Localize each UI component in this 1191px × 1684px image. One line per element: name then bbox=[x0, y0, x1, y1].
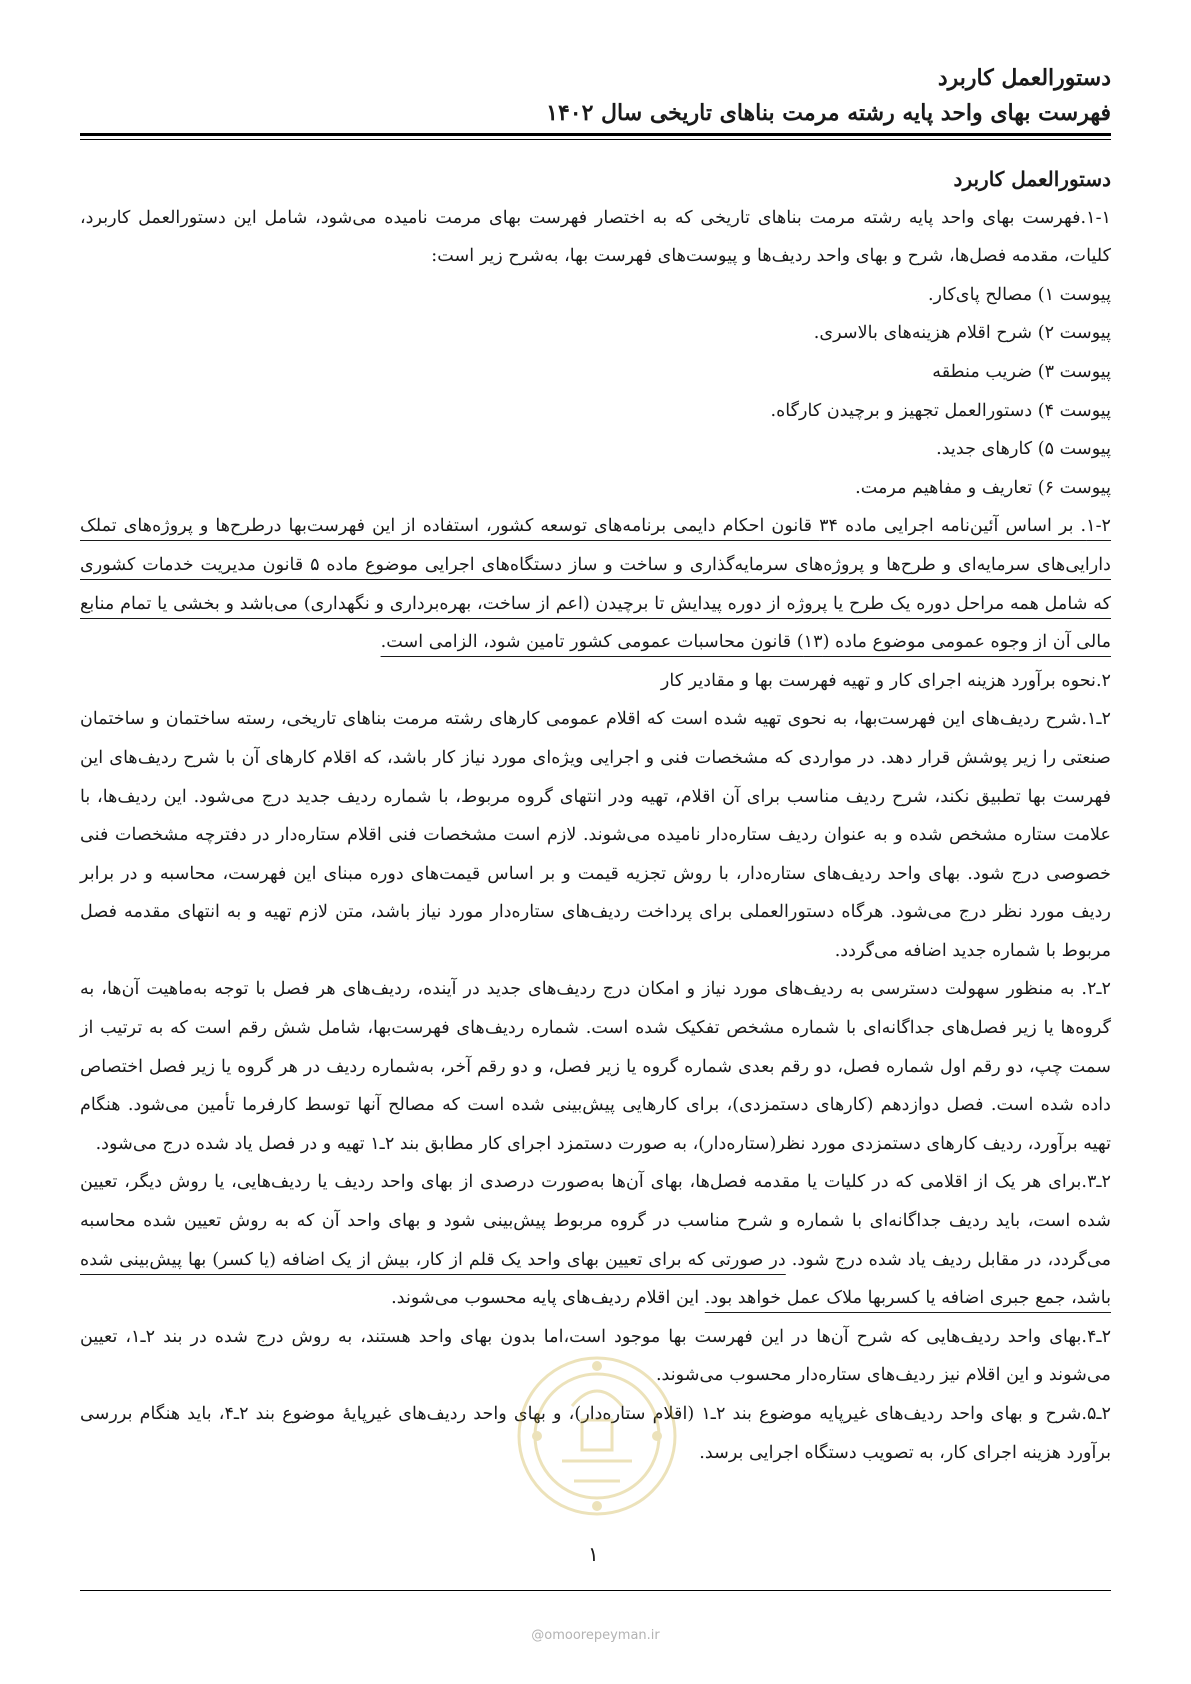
page-number: ۱ bbox=[588, 1542, 599, 1566]
section-title: دستورالعمل کاربرد bbox=[953, 167, 1111, 191]
header-rule-thick bbox=[80, 133, 1111, 136]
annex-item-5: پیوست ۵) کارهای جدید. bbox=[936, 439, 1111, 460]
header-rule-thin bbox=[80, 139, 1111, 140]
header-subtitle: فهرست بهای واحد پایه رشته مرمت بناهای تاریخی سال ۱۴۰۲ bbox=[546, 100, 1111, 126]
header-title: دستورالعمل کاربرد bbox=[937, 65, 1111, 91]
paragraph-2-4: ۲ـ۴.بهای واحد ردیف‌هایی که شرح آن‌ها در این فهرست بها موجود است،اما بدون بهای واحد هستند، به روش درج شده در بند ۲ـ۱، تعیین می‌شوند و این اقلام نیز ردیف‌های ستاره‌دار محسوب می‌شوند. bbox=[80, 1326, 1112, 1386]
paragraph-2-3 bbox=[80, 1163, 1111, 1317]
annex-item-3: پیوست ۳) ضریب منطقه bbox=[932, 361, 1111, 382]
paragraph-2-3-part-c: این اقلام ردیف‌های پایه محسوب می‌شوند. bbox=[391, 1288, 705, 1309]
paragraph-2-1: ۲ـ۱.شرح ردیف‌های این فهرست‌بها، به نحوی تهیه شده است که اقلام عمومی کارهای رشته مرمت بناهای تاریخی، رسته ساختمان و ساختمان صنعتی را زیر پوشش قرار دهد. در مواردی که مشخصات فنی و اجرایی ویژه‌ای مورد نیاز کار باشد، که اقلام کارهای آن با شرح ردیف‌های این فهرست بها تطبیق نکند، شرح ردیف مناسب برای آن اقلام، تهیه ودر انتهای گروه مربوط، با شماره ردیف جدید درج می‌شود. این ردیف‌ها، با علامت ستاره مشخص شده و به عنوان ردیف ستاره‌دار نامیده می‌شوند. لازم است مشخصات فنی اقلام ستاره‌دار در دفترچه مشخصات فنی خصوصی درج شود. بهای واحد ردیف‌های ستاره‌دار، با روش تجزیه قیمت و بر اساس قیمت‌های دوره مبنای این فهرست، محاسبه و در برابر ردیف مورد نظر درج می‌شود. هرگاه دستورالعملی برای پرداخت ردیف‌های ستاره‌دار مورد نیاز باشد، متن لازم تهیه و به انتهای مقدمه فصل مربوط با شماره جدید اضافه می‌گردد. bbox=[80, 709, 1111, 961]
document-body bbox=[80, 160, 1111, 1472]
paragraph-2-5: ۲ـ۵.شرح و بهای واحد ردیف‌های غیرپایه موضوع بند ۲ـ۱ (اقلام ستاره‌دار)، و بهای واحد ردیف‌های غیرپایهٔ موضوع بند ۲ـ۴، باید هنگام بررسی برآورد هزینه اجرای کار، به تصویب دستگاه اجرایی برسد. bbox=[80, 1404, 1111, 1463]
paragraph-2-2: ۲ـ۲. به منظور سهولت دسترسی به ردیف‌های مورد نیاز و امکان درج ردیف‌های جدید در آینده، ردیف‌های هر فصل با توجه به‌ماهیت آن‌ها، به گروه‌ها یا زیر فصل‌های جداگانه‌ای با شماره مشخص تفکیک شده است. شماره ردیف‌های فهرست‌بها، شامل شش رقم است که به ترتیب از سمت چپ، دو رقم اول شماره فصل، دو رقم بعدی شماره گروه یا زیر فصل، و دو رقم آخر، به‌شماره ردیف در هر گروه یا زیر فصل اختصاص داده شده است. فصل دوازدهم (کارهای دستمزدی)، برای کارهایی پیش‌بینی شده است که مصالح آنها توسط کارفرما تأمین می‌شود. هنگام تهیه برآورد، ردیف کارهای دستمزدی مورد نظر(ستاره‌دار)، به صورت دستمزد اجرای کار مطابق بند ۲ـ۱ تهیه و در فصل یاد شده درج می‌شود. bbox=[80, 979, 1111, 1154]
website-watermark: @omoorepeyman.ir bbox=[531, 1628, 660, 1643]
paragraph-2-3-part-a: ۲ـ۳.برای هر یک از اقلامی که در کلیات یا مقدمه فصل‌ها، بهای آن‌ها به‌صورت درصدی از بهای واحد ردیف یا ردیف‌هایی، یا روش دیگر، تعیین شده است، باید ردیف جداگانه‌ای با شماره و شرح مناسب در گروه مربوط پیش‌بینی شود و بهای واحد آن که به روش تعیین شده محاسبه می‌گردد، در مقابل ردیف یاد شده درج شود. bbox=[80, 1172, 1111, 1270]
paragraph-1-1: ۱-۱.فهرست بهای واحد پایه رشته مرمت بناهای تاریخی که به اختصار فهرست بهای مرمت نامیده می‌شود، شامل این دستورالعمل کاربرد، کلیات، مقدمه فصل‌ها، شرح و بهای واحد ردیف‌ها و پیوست‌های فهرست بها، به‌شرح زیر است: bbox=[80, 207, 1111, 267]
annex-item-2: پیوست ۲) شرح اقلام هزینه‌های بالاسری. bbox=[813, 323, 1111, 344]
annex-item-4: پیوست ۴) دستورالعمل تجهیز و برچیدن کارگاه. bbox=[770, 400, 1111, 421]
paragraph-2-3-part-b: در صورتی که برای تعیین بهای واحد یک قلم از کار، بیش از یک اضافه (یا کسر) بها پیش‌بینی شده باشد، جمع جبری اضافه یا کسربها ملاک عمل خواهد بود. bbox=[80, 1249, 1111, 1309]
footer-rule bbox=[80, 1590, 1111, 1591]
annex-item-6: پیوست ۶) تعاریف و مفاهیم مرمت. bbox=[855, 477, 1111, 498]
paragraph-1-2 bbox=[80, 507, 1111, 661]
paragraph-1-2-text: ۱-۲. بر اساس آئین‌نامه اجرایی ماده ۳۴ قانون احکام دایمی برنامه‌های توسعه کشور، استفاده از این فهرست‌بها درطرح‌ها و پروژه‌های تملک دارایی‌های سرمایه‌ای و طرح‌ها و پروژه‌های سرمایه‌گذاری و ساخت و ساز دستگاه‌های اجرایی موضوع ماده ۵ قانون مدیریت خدمات کشوری که شامل همه مراحل دوره یک طرح یا پروژه از دوره پیدایش تا برچیدن (اعم از ساخت، بهره‌برداری و نگهداری) می‌باشد و بخشی یا تمام منابع مالی آن از وجوه عمومی موضوع ماده (۱۳) قانون محاسبات عمومی کشور تامین شود، الزامی است. bbox=[80, 516, 1112, 653]
annex-item-1: پیوست ۱) مصالح پای‌کار. bbox=[927, 284, 1111, 305]
section-2-title: ۲.نحوه برآورد هزینه اجرای کار و تهیه فهرست بها و مقادیر کار bbox=[660, 670, 1111, 691]
